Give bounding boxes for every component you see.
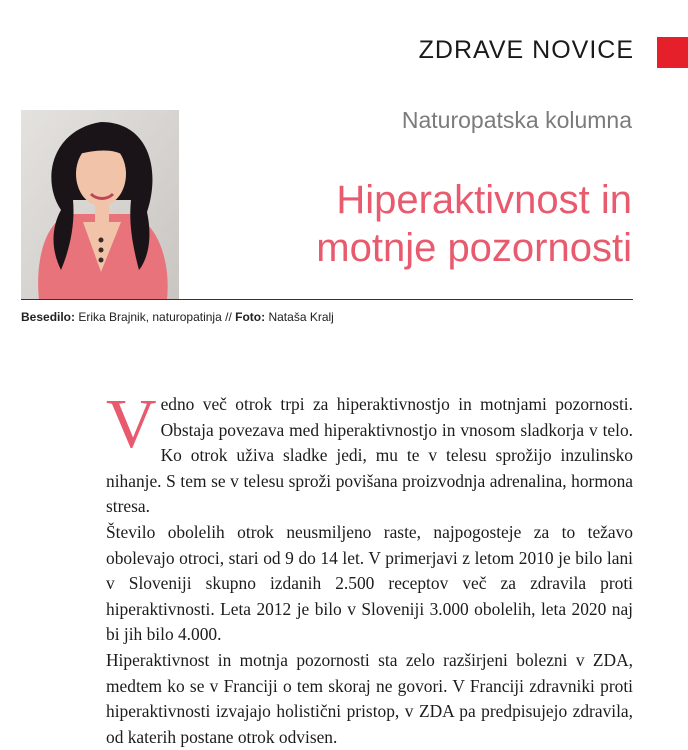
- author-photo: [21, 110, 179, 300]
- credits-author: Erika Brajnik, naturopatinja: [78, 310, 222, 324]
- author-portrait-illustration: [21, 110, 179, 300]
- section-label: ZDRAVE NOVICE: [418, 36, 634, 64]
- paragraph-2: Število obolelih otrok neusmiljeno raste, najpogosteje za to težavo obolevajo otroci, stari od 9 do 14 let. V primerjavi z letom 2010 je bilo lani v Sloveniji skupno izdanih 2.500 receptov več za zdravila proti hiperaktivnosti. Leta 2012 je bilo v Sloveniji 3.000 obolelih, leta 2020 naj bi jih bilo 4.000.: [106, 521, 633, 645]
- title-line-2: motnje pozornosti: [316, 226, 632, 270]
- paragraph-1: [106, 386, 633, 520]
- paragraph-1-text: edno več otrok trpi za hiperaktivnostjo in motnjami pozornosti. Obstaja povezava med hiperaktivnostjo in vnosom sladkorja v telo. Ko otrok uživa sladke jedi, mu te v telesu sprožijo inzulinsko nihanje. S tem se v telesu sproži povišana proizvodnja adrenalina, hormona stresa.: [106, 394, 633, 517]
- article-title: [316, 176, 632, 272]
- credits-photographer: Nataša Kralj: [268, 310, 334, 324]
- section-marker: [657, 37, 688, 68]
- article-body: [106, 386, 633, 750]
- drop-cap: V: [106, 386, 157, 463]
- credits-photo-label: Foto:: [235, 310, 266, 324]
- credits-text-label: Besedilo:: [21, 310, 76, 324]
- paragraph-3: Hiperaktivnost in motnja pozornosti sta zelo razširjeni bolezni v ZDA, medtem ko se v Franciji o tem skoraj ne govori. V Franciji zdravniki proti hiperaktivnosti izvajajo holistični pristop, v ZDA pa predpisujejo zdravila, od katerih postane otrok odvisen.: [106, 649, 633, 747]
- article-credits: [21, 310, 334, 324]
- column-kicker: Naturopatska kolumna: [401, 107, 632, 133]
- divider-rule: [21, 299, 633, 300]
- credits-separator: //: [225, 310, 232, 324]
- title-line-1: Hiperaktivnost in: [336, 178, 632, 222]
